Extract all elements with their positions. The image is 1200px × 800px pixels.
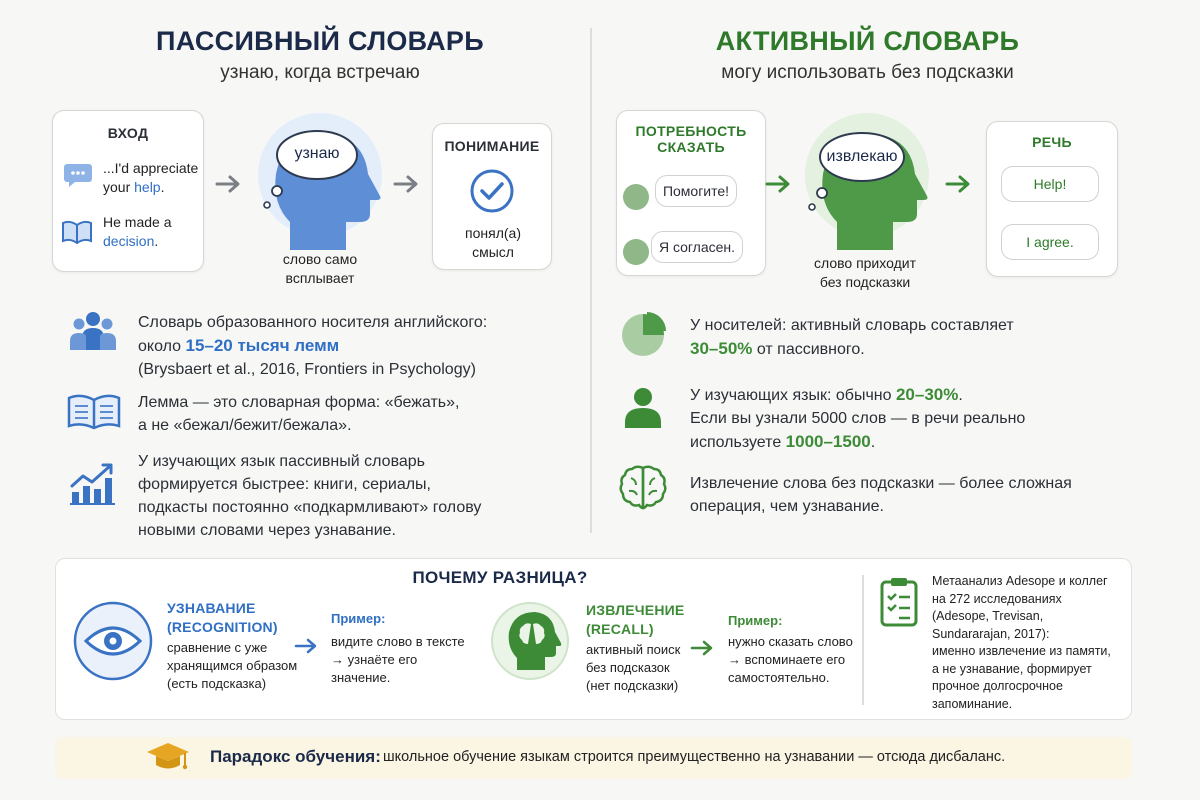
passive-fact3-line3: подкасты постоянно «подкармливают» голову — [138, 499, 482, 516]
recognition-heading2: (RECOGNITION) — [167, 619, 278, 635]
active-head-caption1: слово приходит — [814, 255, 916, 271]
bubble-help-ru: Помогите! — [655, 175, 737, 207]
recall-line2: без подсказок — [586, 660, 670, 675]
column-divider — [590, 28, 592, 533]
input-line4: decision. — [103, 233, 159, 249]
input-line1: ...I'd appreciate — [103, 160, 199, 176]
recognition-line2: хранящимся образом — [167, 658, 298, 673]
recall-line3: (нет подсказки) — [586, 678, 679, 693]
clipboard-icon — [878, 576, 920, 628]
bubble-agree-ru: Я согласен. — [651, 231, 743, 263]
avatar-icon — [623, 184, 649, 210]
need-to-say-card — [616, 110, 766, 276]
graduation-cap-icon — [145, 740, 191, 774]
recognition-ex3: значение. — [331, 670, 391, 685]
meta-line8: запоминание. — [932, 696, 1013, 711]
active-fact2-line2: Если вы узнали 5000 слов — в речи реально — [690, 410, 1026, 427]
passive-thought: узнаю — [294, 145, 340, 162]
recognition-example-label: Пример: — [331, 611, 386, 626]
meta-line6: а не узнавание, формирует — [932, 661, 1092, 676]
arrow-right-icon — [215, 174, 243, 194]
input-card — [52, 110, 204, 272]
recall-ex2: → вспоминаете его — [728, 652, 846, 667]
eye-icon — [72, 600, 154, 682]
passive-fact3-line1: У изучающих язык пассивный словарь — [138, 453, 426, 470]
recall-head-icon — [489, 600, 571, 682]
recall-ex1: нужно сказать слово — [728, 634, 853, 649]
meta-line3: (Adesope, Trevisan, — [932, 609, 1044, 623]
passive-subtitle: узнаю, когда встречаю — [220, 62, 420, 83]
passive-title: ПАССИВНЫЙ СЛОВАРЬ — [156, 26, 484, 56]
recognition-line1: сравнение с уже — [167, 640, 268, 655]
active-fact3-line2: операция, чем узнавание. — [690, 498, 884, 515]
active-fact1-line2: 30–50% от пассивного. — [690, 339, 865, 358]
active-fact2-line1: У изучающих язык: обычно 20–30%. — [690, 385, 963, 404]
speech-title: РЕЧЬ — [1032, 134, 1072, 150]
meta-line4: Sundararajan, 2017): — [932, 626, 1050, 641]
understanding-line2: смысл — [472, 244, 514, 260]
head-recognize-icon — [255, 105, 385, 255]
arrow-right-icon — [393, 174, 421, 194]
input-card-title: ВХОД — [107, 125, 149, 141]
head-retrieve-icon — [800, 105, 935, 255]
arrow-right-icon — [690, 639, 716, 657]
active-fact1-line1: У носителей: активный словарь составляет — [690, 317, 1014, 334]
open-book-icon — [66, 392, 122, 432]
need-title1: ПОТРЕБНОСТЬ — [635, 123, 747, 139]
input-line2: your help. — [103, 179, 165, 195]
people-icon — [68, 310, 118, 352]
active-fact2-line3: используете 1000–1500. — [690, 432, 876, 451]
passive-fact1-line2: около 15–20 тысяч лемм — [138, 336, 340, 355]
recall-heading1: ИЗВЛЕЧЕНИЕ — [586, 602, 685, 618]
meta-line5: именно извлечение из памяти, — [932, 644, 1111, 658]
brain-icon — [619, 464, 667, 510]
bubble-help-en: Help! — [1001, 166, 1099, 202]
chat-icon — [63, 161, 93, 189]
arrow-right-icon — [945, 174, 973, 194]
active-thought: извлекаю — [826, 148, 898, 165]
passive-head-caption1: слово само — [282, 251, 358, 267]
understanding-title: ПОНИМАНИЕ — [444, 138, 540, 154]
why-divider — [862, 575, 864, 705]
person-icon — [622, 386, 664, 430]
arrow-right-icon — [765, 174, 793, 194]
recall-heading2: (RECALL) — [586, 621, 654, 637]
arrow-right-icon — [294, 637, 320, 655]
paradox-label: Парадокс обучения: — [210, 747, 381, 766]
active-title: АКТИВНЫЙ СЛОВАРЬ — [715, 26, 1020, 56]
avatar-icon — [623, 239, 649, 265]
active-head-caption2: без подсказки — [819, 274, 911, 290]
recognition-heading1: УЗНАВАНИЕ — [167, 600, 256, 616]
passive-fact2-line1: Лемма — это словарная форма: «бежать», — [138, 394, 460, 411]
input-line3: He made a — [103, 214, 172, 230]
need-title2: СКАЗАТЬ — [657, 139, 725, 155]
active-fact3-line1: Извлечение слова без подсказки — более сложная — [690, 475, 1072, 492]
active-subtitle: могу использовать без подсказки — [721, 62, 1014, 83]
meta-line1: Метаанализ Adesope и коллег — [932, 574, 1108, 588]
meta-line2: на 272 исследованиях — [932, 591, 1062, 606]
paradox-text: школьное обучение языкам строится преимущественно на узнавании — отсюда дисбаланс. — [383, 749, 1006, 765]
passive-fact3-line4: новыми словами через узнавание. — [138, 522, 396, 539]
recall-line1: активный поиск — [586, 642, 681, 657]
recall-ex3: самостоятельно. — [728, 670, 830, 685]
understanding-line1: понял(а) — [465, 225, 521, 241]
passive-fact1-line1: Словарь образованного носителя английского: — [138, 314, 488, 331]
recognition-line3: (есть подсказка) — [167, 676, 267, 691]
recall-example-label: Пример: — [728, 613, 783, 628]
passive-head-caption2: всплывает — [285, 270, 355, 286]
why-title: ПОЧЕМУ РАЗНИЦА? — [412, 568, 588, 587]
passive-fact2-line2: а не «бежал/бежит/бежала». — [138, 417, 352, 434]
passive-fact3-line2: формируется быстрее: книги, сериалы, — [138, 476, 431, 493]
pie-chart-icon — [620, 310, 670, 358]
growth-chart-icon — [68, 462, 118, 506]
book-icon — [61, 219, 93, 245]
meta-line7: прочное долгосрочное — [932, 679, 1063, 693]
passive-fact1-line3: (Brysbaert et al., 2016, Frontiers in Psychology) — [138, 361, 476, 378]
speech-card — [986, 121, 1118, 277]
recognition-ex1: видите слово в тексте — [331, 634, 465, 649]
recognition-ex2: → узнаёте его — [331, 652, 418, 667]
checkmark-icon — [469, 168, 515, 214]
bubble-agree-en: I agree. — [1001, 224, 1099, 260]
understanding-card — [432, 123, 552, 270]
